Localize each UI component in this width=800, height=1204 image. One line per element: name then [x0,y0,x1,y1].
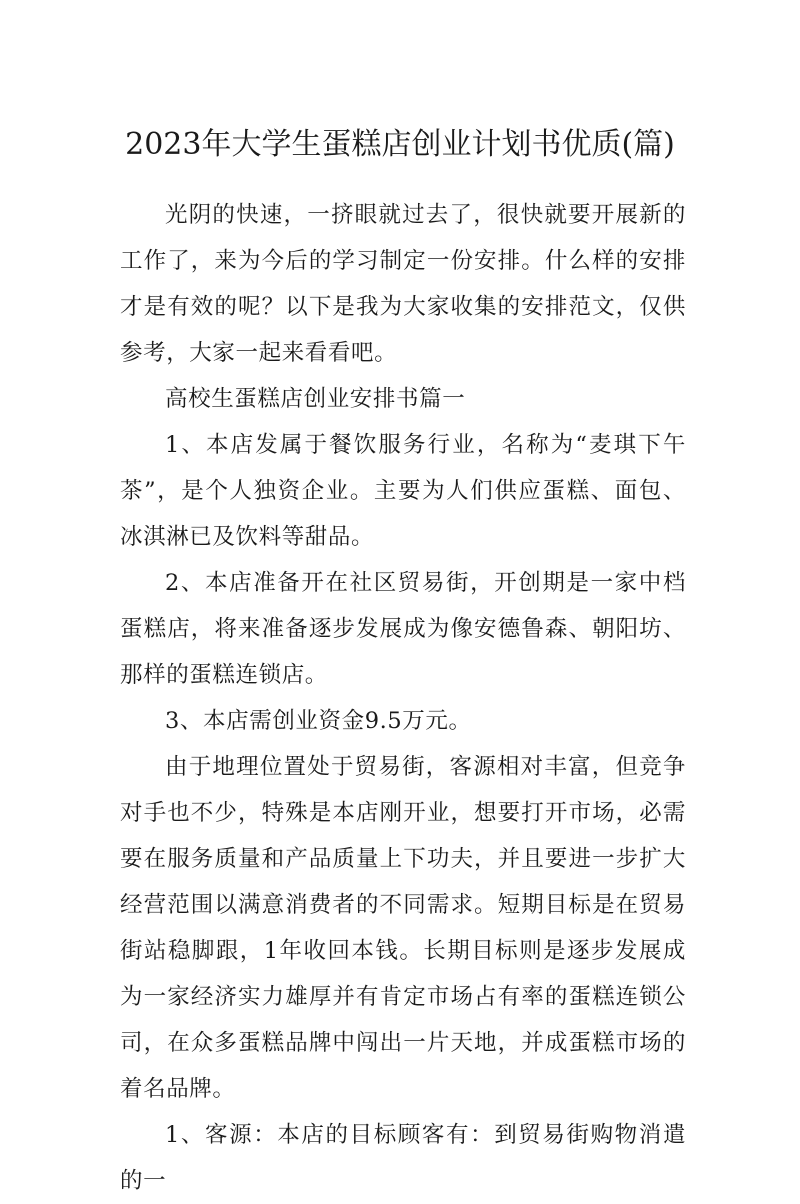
document-body [120,192,686,1204]
paragraph-intro: 光阴的快速，一挤眼就过去了，很快就要开展新的工作了，来为今后的学习制定一份安排。什么样的安排才是有效的呢？以下是我为大家收集的安排范文，仅供参考，大家一起来看看吧。 [120,202,686,366]
paragraph-item-3: 3、本店需创业资金9.5万元。 [165,708,472,734]
document-title: 2023年大学生蛋糕店创业计划书优质(篇) [125,127,675,162]
paragraph-customers: 1、客源：本店的目标顾客有：到贸易街购物消遣的一 [120,1122,686,1194]
section-heading: 高校生蛋糕店创业安排书篇一 [165,386,466,412]
paragraph-item-2: 2、本店准备开在社区贸易街，开创期是一家中档蛋糕店，将来准备逐步发展成为像安德鲁森、朝阳坊、那样的蛋糕连锁店。 [120,570,686,688]
paragraph-goals: 由于地理位置处于贸易街，客源相对丰富，但竞争对手也不少，特殊是本店刚开业，想要打开市场，必需要在服务质量和产品质量上下功夫，并且要进一步扩大经营范围以满意消费者的不同需求。短期目标是在贸易街站稳脚跟，1年收回本钱。长期目标则是逐步发展成为一家经济实力雄厚并有肯定市场占有率的蛋糕连锁公司，在众多蛋糕品牌中闯出一片天地，并成蛋糕市场的着名品牌。 [120,754,686,1102]
paragraph-item-1: 1、本店发属于餐饮服务行业，名称为“麦琪下午茶”，是个人独资企业。主要为人们供应蛋糕、面包、冰淇淋已及饮料等甜品。 [120,432,686,550]
